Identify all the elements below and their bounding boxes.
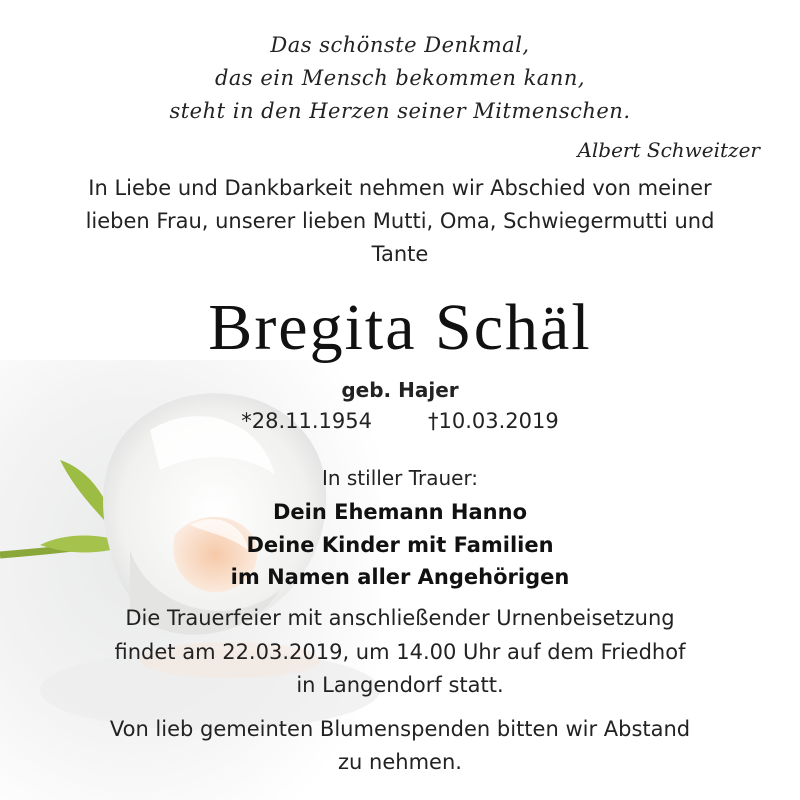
quote-line-3: steht in den Herzen seiner Mitmenschen. xyxy=(169,99,631,123)
flowers-line-2: zu nehmen. xyxy=(338,750,462,774)
quote-line-2: das ein Mensch bekommen kann, xyxy=(214,66,586,90)
life-dates xyxy=(0,409,800,433)
quote-author: Albert Schweitzer xyxy=(577,138,760,162)
flowers-line-1: Von lieb gemeinten Blumenspenden bitten wir Abstand xyxy=(109,717,691,741)
ceremony-line-1: Die Trauerfeier mit anschließender Urnenbeisetzung xyxy=(125,606,675,630)
birth-name: geb. Hajer xyxy=(341,378,459,402)
ceremony-line-3: in Langendorf statt. xyxy=(296,673,504,697)
death-date: †10.03.2019 xyxy=(428,409,559,433)
birth-date: *28.11.1954 xyxy=(241,409,372,433)
intro-line-3: Tante xyxy=(371,242,429,266)
intro-line-2: lieben Frau, unserer lieben Mutti, Oma, Schwiegermutti und xyxy=(85,209,715,233)
mourners-intro: In stiller Trauer: xyxy=(321,466,479,490)
mourner-line-3: im Namen aller Angehörigen xyxy=(230,565,570,589)
ceremony-line-2: findet am 22.03.2019, um 14.00 Uhr auf dem Friedhof xyxy=(114,640,686,664)
quote-line-1: Das schönste Denkmal, xyxy=(270,33,530,57)
deceased-name: Bregita Schäl xyxy=(208,291,592,364)
mourner-line-2: Deine Kinder mit Familien xyxy=(246,533,554,557)
intro-line-1: In Liebe und Dankbarkeit nehmen wir Abschied von meiner xyxy=(88,176,712,200)
mourner-line-1: Dein Ehemann Hanno xyxy=(272,500,527,524)
